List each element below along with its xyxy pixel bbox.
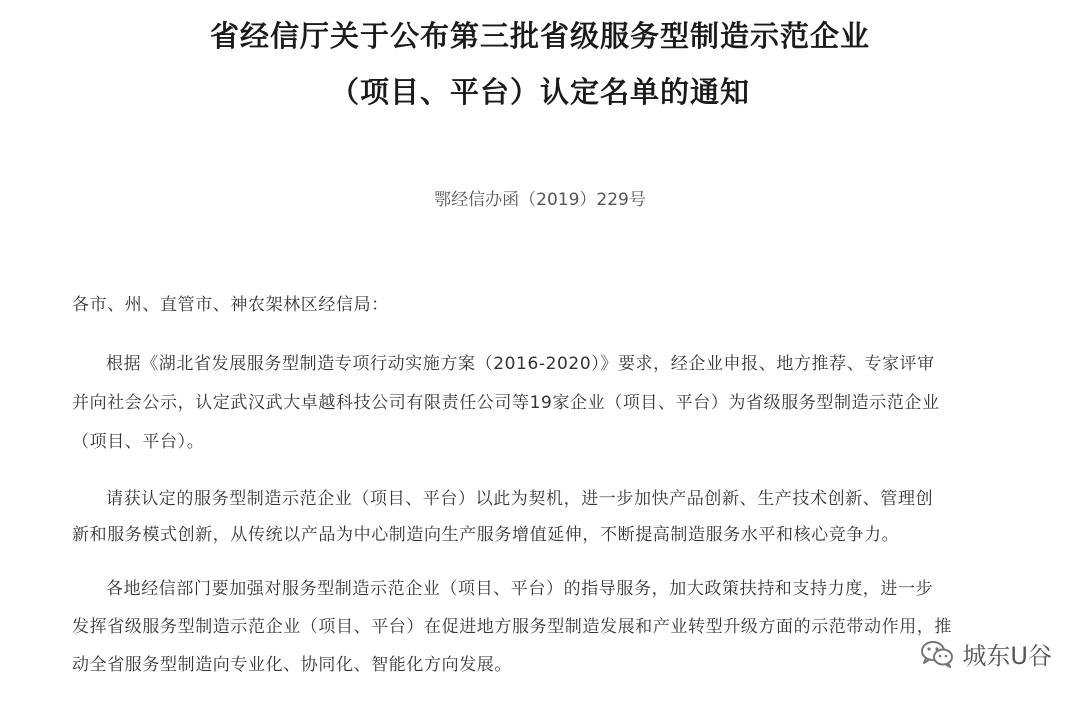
document-title-line-1: 省经信厅关于公布第三批省级服务型制造示范企业 <box>209 19 870 53</box>
watermark-text: 城东U谷 <box>962 642 1052 670</box>
paragraph-line: 根据《湖北省发展服务型制造专项行动实施方案（2016-2020）》要求，经企业申报、地方推荐、专家评审 <box>106 354 935 374</box>
document-title-line-2: （项目、平台）认定名单的通知 <box>329 75 750 109</box>
paragraph-line: （项目、平台）。 <box>72 432 205 452</box>
paragraph-line: 发挥省级服务型制造示范企业（项目、平台）在促进地方服务型制造发展和产业转型升级方面的示范带动作用，推 <box>72 617 952 637</box>
paragraph-line: 各地经信部门要加强对服务型制造示范企业（项目、平台）的指导服务，加大政策扶持和支持力度，进一步 <box>106 579 934 599</box>
document-number: 鄂经信办函（2019）229号 <box>434 190 646 210</box>
paragraph-line: 并向社会公示，认定武汉武大卓越科技公司有限责任公司等19家企业（项目、平台）为省级服务型制造示范企业 <box>72 393 940 413</box>
wechat-icon <box>920 640 954 668</box>
watermark <box>920 636 1052 671</box>
paragraph-line: 请获认定的服务型制造示范企业（项目、平台）以此为契机，进一步加快产品创新、生产技术创新、管理创 <box>106 489 934 509</box>
salutation: 各市、州、直管市、神农架林区经信局： <box>72 295 389 315</box>
paragraph-line: 动全省服务型制造向专业化、协同化、智能化方向发展。 <box>72 655 512 675</box>
paragraph-line: 新和服务模式创新，从传统以产品为中心制造向生产服务增值延伸，不断提高制造服务水平和核心竞争力。 <box>72 525 900 545</box>
